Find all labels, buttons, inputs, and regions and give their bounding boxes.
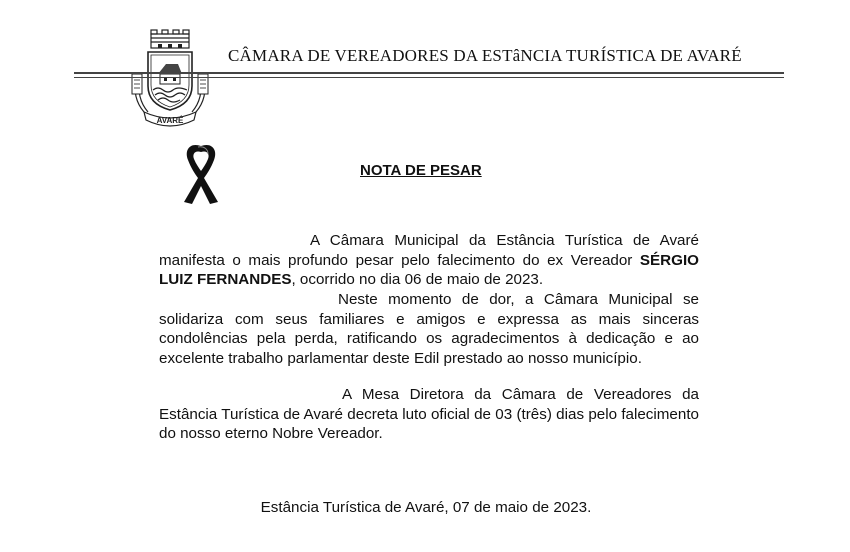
paragraph-announcement-end: , ocorrido no dia 06 de maio de 2023. <box>291 271 544 289</box>
place-and-date: Estância Turística de Avaré, 07 de maio de 2023. <box>260 499 592 516</box>
coat-of-arms-icon <box>118 28 222 132</box>
paragraph-announcement-start: A Câmara Municipal da Estância Turística de Avaré manifesta o mais profundo pesar pelo falecimento do ex Vereador <box>159 232 699 269</box>
emblem-banner-text: AVARÉ <box>156 116 184 125</box>
paragraph-announcement <box>159 231 699 290</box>
institution-title: CÂMARA DE VEREADORES DA ESTâNCIA TURÍSTICA DE AVARÉ <box>228 46 742 65</box>
paragraph-official-mourning: A Mesa Diretora da Câmara de Vereadores da Estância Turística de Avaré decreta luto oficial de 03 (três) dias pelo falecimento do nosso eterno Nobre Vereador. <box>159 386 699 443</box>
mourning-ribbon-icon <box>178 140 224 206</box>
header-rule-thin <box>74 77 784 78</box>
paragraph-condolences: Neste momento de dor, a Câmara Municipal se solidariza com seus familiares e amigos e expressa as mais sinceras condolências pela perda, ratificando os agradecimentos à dedicação e ao excelente trabalho parlamentar deste Edil prestado ao nosso município. <box>159 291 699 367</box>
header-rule <box>74 72 784 74</box>
note-title: NOTA DE PESAR <box>360 162 482 179</box>
honoree-name: SÉRGIO LUIZ FERNANDES <box>159 251 699 289</box>
